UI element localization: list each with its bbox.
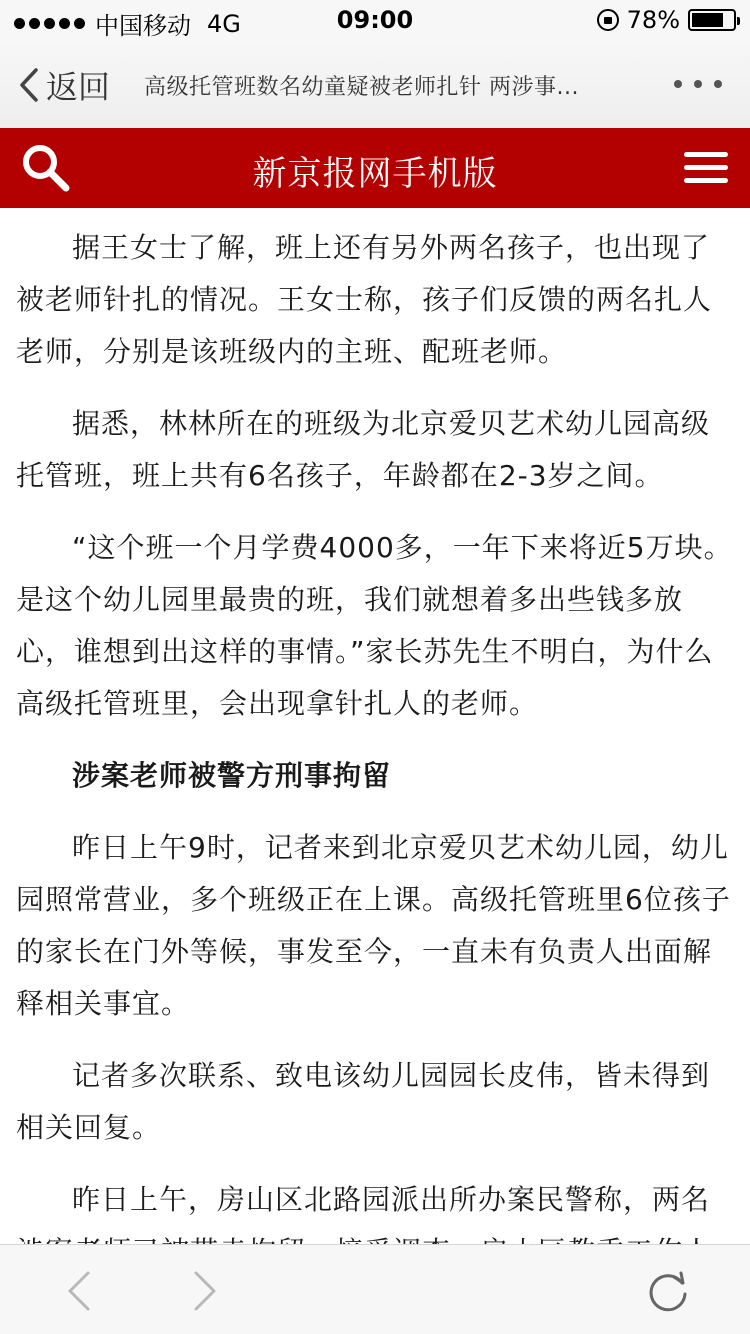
- article-paragraph: “这个班一个月学费4000多，一年下来将近5万块。是这个幼儿园里最贵的班，我们就想着多出些钱多放心，谁想到出这样的事情。”家长苏先生不明白，为什么高级托管班里，会出现拿针扎人的老师。: [16, 531, 733, 720]
- chevron-right-icon: [190, 1269, 220, 1313]
- article-paragraph: 据王女士了解，班上还有另外两名孩子，也出现了被老师针扎的情况。王女士称，孩子们反馈的两名扎人老师，分别是该班级内的主班、配班老师。: [16, 231, 713, 368]
- carrier-name: 中国移动: [95, 12, 191, 40]
- network-type: 4G: [207, 9, 241, 38]
- back-button[interactable]: [18, 62, 110, 108]
- battery-percent: 78%: [626, 6, 680, 34]
- site-title: 新京报网手机版: [252, 154, 498, 194]
- battery-fill: [692, 13, 723, 27]
- site-header: [0, 128, 750, 208]
- browser-nav-bar: [0, 40, 750, 128]
- chevron-left-icon: [18, 67, 40, 103]
- section-heading: 涉案老师被警方刑事拘留: [72, 759, 392, 792]
- battery-icon: [688, 9, 736, 31]
- more-dots-icon[interactable]: [674, 80, 722, 88]
- status-bar: [0, 0, 750, 40]
- browser-forward-button[interactable]: [190, 1269, 220, 1317]
- reload-button[interactable]: [644, 1267, 692, 1319]
- browser-back-button[interactable]: [64, 1269, 94, 1317]
- clock: 09:00: [336, 6, 414, 34]
- back-label: 返回: [46, 68, 111, 106]
- article-paragraph: 据悉，林林所在的班级为北京爱贝艺术幼儿园高级托管班，班上共有6名孩子，年龄都在2-3岁之间。: [16, 407, 711, 492]
- hamburger-menu-icon[interactable]: [684, 152, 728, 191]
- article-body: [0, 208, 750, 1244]
- status-right: [597, 6, 736, 34]
- article-paragraph: 昨日上午，房山区北路园派出所办案民警称，两名: [72, 1183, 711, 1216]
- article-paragraph: 记者多次联系、致电该幼儿园园长皮伟，皆未得到相关回复。: [16, 1059, 711, 1144]
- article-paragraph: 昨日上午9时，记者来到北京爱贝艺术幼儿园，幼儿园照常营业，多个班级正在上课。高级托管班里6位孩子的家长在门外等候，事发至今，一直未有负责人出面解释相关事宜。: [16, 831, 731, 1020]
- chevron-left-icon: [64, 1269, 94, 1313]
- rotation-lock-icon: [597, 9, 619, 31]
- browser-toolbar: [0, 1244, 750, 1334]
- page-title: 高级托管班数名幼童疑被老师扎针 两涉事...: [144, 75, 579, 100]
- reload-icon: [644, 1267, 692, 1315]
